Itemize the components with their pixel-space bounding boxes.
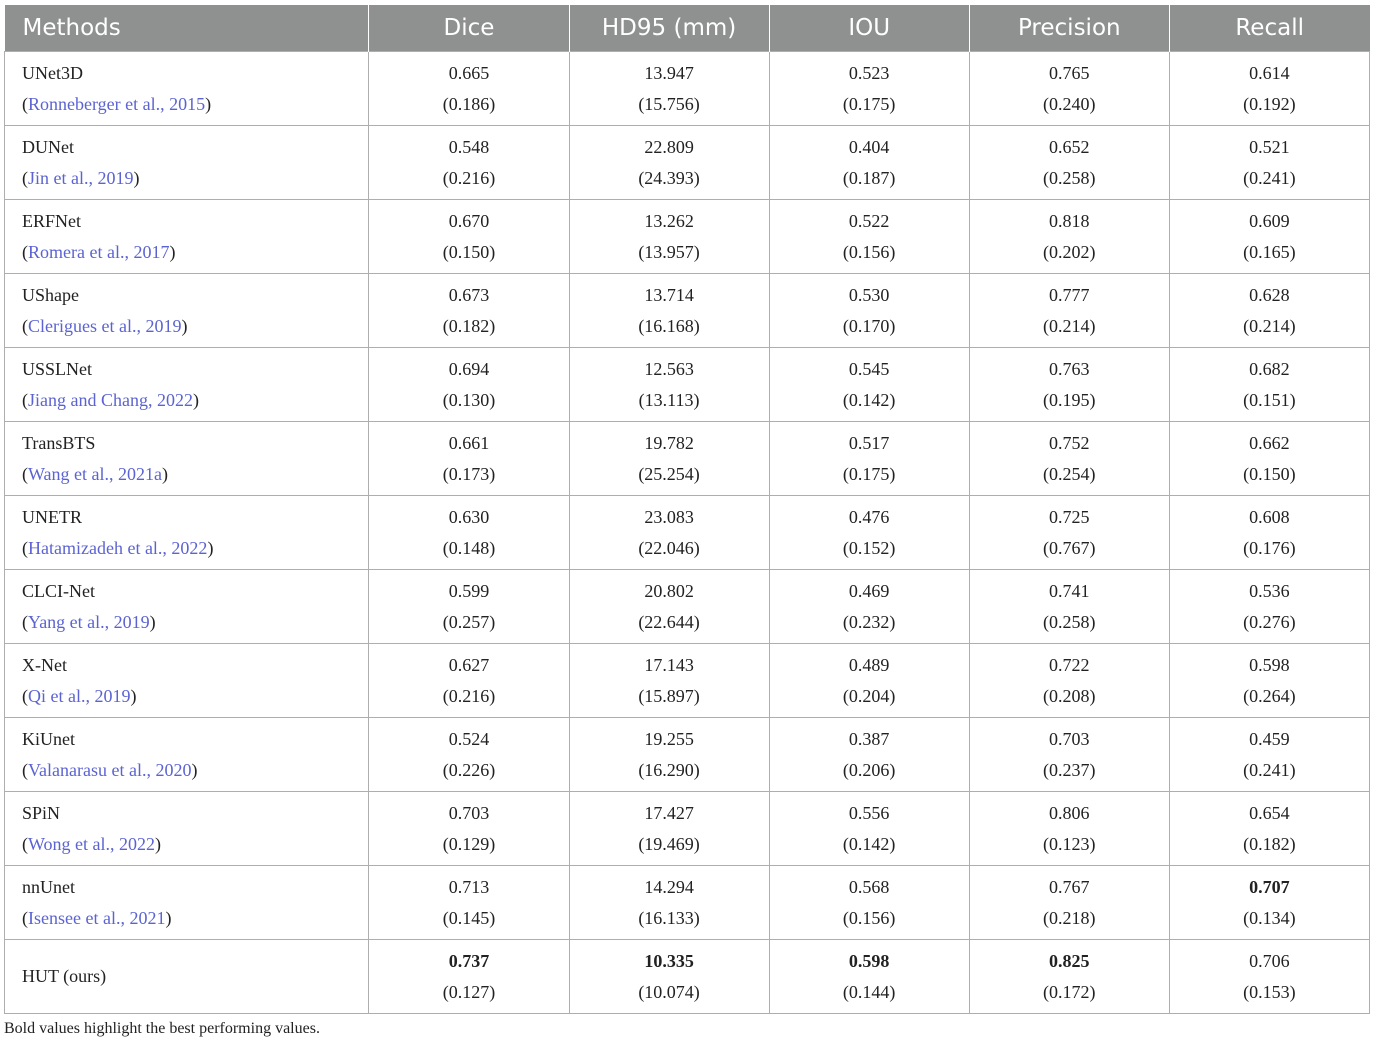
metric-mean: 0.703: [448, 802, 490, 823]
metric-mean: 0.459: [1249, 728, 1290, 749]
metric-sd: (10.074): [638, 981, 700, 1002]
metric-cell-hd95: [569, 644, 769, 718]
metric-cell-dice: [369, 718, 569, 792]
metric-cell-precision: [969, 200, 1169, 274]
metric-mean: 0.694: [448, 358, 490, 379]
metric-sd: (15.897): [638, 685, 700, 706]
metric-sd: (0.130): [442, 389, 496, 410]
metric-mean: 0.767: [1049, 876, 1090, 897]
metric-mean: 0.568: [848, 876, 890, 897]
metric-mean: 0.524: [448, 728, 490, 749]
metric-cell-dice: [369, 52, 569, 126]
method-name: UNETR: [22, 506, 82, 527]
citation-link[interactable]: Hatamizadeh et al., 2022: [28, 537, 208, 558]
citation-link[interactable]: Qi et al., 2019: [28, 685, 131, 706]
metric-mean: 0.722: [1049, 654, 1090, 675]
metric-mean: 0.661: [448, 432, 490, 453]
metric-mean: 0.670: [448, 210, 490, 231]
method-name: UNet3D: [22, 62, 83, 83]
method-name: HUT (ours): [22, 966, 107, 986]
metric-cell-iou: [769, 200, 969, 274]
metric-cell-iou: [769, 718, 969, 792]
table-row: [5, 718, 1370, 792]
metric-cell-dice: [369, 792, 569, 866]
citation-link[interactable]: Romera et al., 2017: [28, 241, 170, 262]
metric-cell-hd95: [569, 496, 769, 570]
metric-cell-recall: [1169, 940, 1369, 1014]
table-row: [5, 644, 1370, 718]
metric-sd: (25.254): [638, 463, 700, 484]
metric-mean: 17.427: [644, 802, 694, 823]
metric-cell-dice: [369, 422, 569, 496]
metric-sd: (0.214): [1043, 315, 1096, 336]
citation-line: (Jin et al., 2019): [22, 167, 140, 188]
metric-cell-iou: [769, 570, 969, 644]
metric-mean: 0.599: [448, 580, 490, 601]
metric-sd: (0.182): [442, 315, 496, 336]
metric-mean: 17.143: [644, 654, 694, 675]
metric-cell-recall: [1169, 496, 1369, 570]
metric-cell-dice: [369, 866, 569, 940]
metric-sd: (0.148): [442, 537, 496, 558]
metric-cell-dice: [369, 348, 569, 422]
metric-sd: (0.257): [442, 611, 496, 632]
metric-mean: 0.737: [448, 950, 490, 971]
metric-mean: 0.806: [1049, 802, 1090, 823]
metric-mean: 0.404: [848, 136, 890, 157]
table-row: [5, 570, 1370, 644]
citation-line: (Wang et al., 2021a): [22, 463, 169, 484]
metric-sd: (0.153): [1243, 981, 1296, 1002]
metric-mean: 0.517: [848, 432, 890, 453]
metric-mean: 0.741: [1049, 580, 1090, 601]
table-row: [5, 866, 1370, 940]
metric-mean: 0.609: [1249, 210, 1290, 231]
metric-cell-recall: [1169, 348, 1369, 422]
metric-sd: (0.127): [442, 981, 496, 1002]
metric-cell-precision: [969, 866, 1169, 940]
metric-sd: (0.144): [842, 981, 896, 1002]
metric-mean: 19.782: [644, 432, 694, 453]
table-row: [5, 422, 1370, 496]
method-cell: [5, 792, 369, 866]
method-cell: [5, 422, 369, 496]
metric-mean: 19.255: [644, 728, 694, 749]
metric-cell-recall: [1169, 792, 1369, 866]
method-name: KiUnet: [22, 728, 75, 749]
citation-line: (Romera et al., 2017): [22, 241, 176, 262]
citation-line: (Yang et al., 2019): [22, 611, 156, 632]
metric-mean: 0.469: [848, 580, 890, 601]
method-name: nnUnet: [22, 876, 75, 897]
metric-cell-hd95: [569, 274, 769, 348]
metric-sd: (0.241): [1243, 759, 1296, 780]
metric-mean: 0.725: [1049, 506, 1090, 527]
metric-mean: 0.673: [448, 284, 490, 305]
method-name: USSLNet: [22, 358, 93, 379]
metric-cell-hd95: [569, 422, 769, 496]
metric-sd: (0.134): [1243, 907, 1296, 928]
table-header-row: [5, 5, 1370, 52]
metric-sd: (24.393): [638, 167, 700, 188]
metric-cell-iou: [769, 422, 969, 496]
metric-cell-hd95: [569, 940, 769, 1014]
metric-mean: 0.521: [1249, 136, 1290, 157]
metric-sd: (0.232): [842, 611, 896, 632]
table-row: [5, 940, 1370, 1014]
citation-line: (Ronneberger et al., 2015): [22, 93, 212, 114]
metric-mean: 0.536: [1249, 580, 1290, 601]
metric-sd: (13.957): [638, 241, 700, 262]
metric-cell-precision: [969, 570, 1169, 644]
metric-cell-hd95: [569, 200, 769, 274]
metric-mean: 10.335: [644, 950, 694, 971]
metric-sd: (0.175): [842, 93, 896, 114]
metric-sd: (0.767): [1043, 537, 1096, 558]
metric-mean: 0.614: [1249, 62, 1290, 83]
metric-cell-iou: [769, 348, 969, 422]
citation-link[interactable]: Yang et al., 2019: [28, 611, 150, 632]
header-precision: Precision: [969, 5, 1169, 52]
metric-mean: 0.707: [1249, 876, 1290, 897]
metric-cell-recall: [1169, 718, 1369, 792]
method-cell: [5, 126, 369, 200]
metric-cell-iou: [769, 52, 969, 126]
metric-cell-dice: [369, 274, 569, 348]
method-cell: [5, 274, 369, 348]
metric-cell-iou: [769, 866, 969, 940]
table-body: [5, 52, 1370, 1014]
metric-mean: 0.628: [1249, 284, 1290, 305]
metric-mean: 20.802: [644, 580, 694, 601]
metric-mean: 13.262: [644, 210, 694, 231]
metric-cell-precision: [969, 496, 1169, 570]
metric-mean: 0.608: [1249, 506, 1290, 527]
metric-cell-recall: [1169, 644, 1369, 718]
metric-mean: 0.706: [1249, 950, 1290, 971]
metric-cell-dice: [369, 940, 569, 1014]
metric-cell-hd95: [569, 570, 769, 644]
table-row: [5, 496, 1370, 570]
citation-line: (Qi et al., 2019): [22, 685, 137, 706]
table-row: [5, 52, 1370, 126]
metric-sd: (0.182): [1243, 833, 1296, 854]
metric-mean: 0.777: [1049, 284, 1090, 305]
citation-link[interactable]: Jiang and Chang, 2022: [28, 389, 193, 410]
metric-sd: (0.142): [842, 389, 896, 410]
method-cell: [5, 496, 369, 570]
metric-mean: 22.809: [644, 136, 694, 157]
metric-sd: (0.258): [1043, 611, 1096, 632]
metric-cell-recall: [1169, 52, 1369, 126]
metric-cell-dice: [369, 200, 569, 274]
method-cell: [5, 644, 369, 718]
metric-cell-precision: [969, 644, 1169, 718]
metric-sd: (0.175): [842, 463, 896, 484]
metric-mean: 0.765: [1049, 62, 1090, 83]
metric-mean: 0.662: [1249, 432, 1290, 453]
metric-mean: 0.652: [1049, 136, 1090, 157]
method-cell: [5, 718, 369, 792]
method-name: ERFNet: [22, 210, 82, 231]
metric-sd: (0.142): [842, 833, 896, 854]
results-table: [4, 5, 1370, 1014]
method-cell: [5, 52, 369, 126]
metric-cell-iou: [769, 126, 969, 200]
metric-sd: (0.145): [442, 907, 496, 928]
metric-cell-precision: [969, 52, 1169, 126]
metric-sd: (0.208): [1043, 685, 1096, 706]
citation-link[interactable]: Wang et al., 2021a: [28, 463, 163, 484]
metric-cell-precision: [969, 940, 1169, 1014]
metric-cell-recall: [1169, 570, 1369, 644]
metric-cell-precision: [969, 274, 1169, 348]
metric-sd: (0.176): [1243, 537, 1296, 558]
method-cell: [5, 348, 369, 422]
metric-sd: (0.206): [842, 759, 896, 780]
metric-mean: 0.818: [1049, 210, 1090, 231]
metric-cell-dice: [369, 644, 569, 718]
citation-line: (Clerigues et al., 2019): [22, 315, 188, 336]
metric-cell-iou: [769, 940, 969, 1014]
method-cell: [5, 866, 369, 940]
metric-cell-recall: [1169, 866, 1369, 940]
metric-mean: 0.387: [848, 728, 890, 749]
header-iou: IOU: [769, 5, 969, 52]
metric-sd: (0.237): [1043, 759, 1096, 780]
citation-line: (Valanarasu et al., 2020): [22, 759, 198, 780]
metric-cell-iou: [769, 496, 969, 570]
metric-cell-hd95: [569, 866, 769, 940]
metric-sd: (19.469): [638, 833, 700, 854]
citation-link[interactable]: Valanarasu et al., 2020: [28, 759, 192, 780]
citation-link[interactable]: Clerigues et al., 2019: [28, 315, 182, 336]
metric-mean: 0.598: [848, 950, 890, 971]
metric-sd: (0.241): [1243, 167, 1296, 188]
metric-sd: (16.168): [638, 315, 700, 336]
metric-cell-precision: [969, 718, 1169, 792]
metric-mean: 0.825: [1049, 950, 1090, 971]
metric-sd: (0.214): [1243, 315, 1296, 336]
metric-sd: (0.170): [842, 315, 896, 336]
metric-sd: (0.195): [1043, 389, 1096, 410]
table-row: [5, 274, 1370, 348]
metric-mean: 0.523: [848, 62, 890, 83]
metric-sd: (16.290): [638, 759, 700, 780]
table-row: [5, 348, 1370, 422]
metric-cell-recall: [1169, 274, 1369, 348]
metric-mean: 13.714: [644, 284, 694, 305]
citation-link[interactable]: Ronneberger et al., 2015: [28, 93, 206, 114]
method-name: X-Net: [22, 654, 67, 675]
metric-cell-precision: [969, 422, 1169, 496]
metric-cell-hd95: [569, 126, 769, 200]
method-name: CLCI-Net: [22, 580, 95, 601]
metric-cell-hd95: [569, 718, 769, 792]
metric-sd: (13.113): [638, 389, 700, 410]
method-name: DUNet: [22, 136, 74, 157]
metric-sd: (22.046): [638, 537, 700, 558]
citation-link[interactable]: Wong et al., 2022: [28, 833, 156, 854]
metric-sd: (0.187): [842, 167, 896, 188]
metric-sd: (0.264): [1243, 685, 1296, 706]
header-hd95: HD95 (mm): [569, 5, 769, 52]
metric-sd: (0.123): [1043, 833, 1096, 854]
metric-sd: (0.240): [1043, 93, 1096, 114]
table-row: [5, 126, 1370, 200]
metric-cell-dice: [369, 496, 569, 570]
metric-cell-iou: [769, 644, 969, 718]
method-cell: [5, 200, 369, 274]
metric-cell-iou: [769, 792, 969, 866]
metric-sd: (0.216): [442, 685, 496, 706]
metric-cell-precision: [969, 126, 1169, 200]
header-recall: Recall: [1169, 5, 1369, 52]
metric-sd: (0.276): [1243, 611, 1296, 632]
metric-mean: 13.947: [644, 62, 694, 83]
metric-mean: 0.522: [848, 210, 890, 231]
metric-mean: 0.530: [848, 284, 890, 305]
header-methods: Methods: [5, 5, 369, 52]
metric-sd: (0.204): [842, 685, 896, 706]
metric-mean: 0.682: [1249, 358, 1290, 379]
metric-cell-dice: [369, 570, 569, 644]
metric-sd: (0.165): [1243, 241, 1296, 262]
metric-mean: 0.703: [1049, 728, 1090, 749]
method-cell: [5, 570, 369, 644]
metric-mean: 0.665: [448, 62, 490, 83]
table-row: [5, 792, 1370, 866]
metric-cell-hd95: [569, 348, 769, 422]
metric-sd: (0.172): [1043, 981, 1096, 1002]
citation-line: (Wong et al., 2022): [22, 833, 162, 854]
metric-sd: (0.202): [1043, 241, 1096, 262]
metric-mean: 14.294: [644, 876, 694, 897]
metric-sd: (0.173): [442, 463, 496, 484]
metric-sd: (0.150): [1243, 463, 1296, 484]
results-table-container: [4, 5, 1370, 1014]
header-dice: Dice: [369, 5, 569, 52]
table-row: [5, 200, 1370, 274]
method-name: UShape: [22, 284, 79, 305]
metric-mean: 0.548: [448, 136, 490, 157]
metric-cell-recall: [1169, 200, 1369, 274]
metric-sd: (0.156): [842, 241, 896, 262]
metric-sd: (0.254): [1043, 463, 1096, 484]
metric-sd: (0.226): [442, 759, 496, 780]
metric-sd: (0.216): [442, 167, 496, 188]
method-name: SPiN: [22, 802, 61, 823]
metric-sd: (15.756): [638, 93, 700, 114]
metric-mean: 0.598: [1249, 654, 1290, 675]
metric-sd: (16.133): [638, 907, 700, 928]
metric-mean: 0.713: [448, 876, 490, 897]
metric-sd: (0.186): [442, 93, 496, 114]
metric-cell-recall: [1169, 126, 1369, 200]
metric-sd: (0.218): [1043, 907, 1096, 928]
metric-mean: 0.763: [1049, 358, 1090, 379]
metric-mean: 0.627: [448, 654, 490, 675]
metric-cell-hd95: [569, 792, 769, 866]
citation-line: (Jiang and Chang, 2022): [22, 389, 199, 410]
citation-line: (Hatamizadeh et al., 2022): [22, 537, 214, 558]
metric-sd: (0.192): [1243, 93, 1296, 114]
metric-mean: 0.654: [1249, 802, 1290, 823]
citation-line: (Isensee et al., 2021): [22, 907, 172, 928]
metric-mean: 0.489: [848, 654, 890, 675]
metric-sd: (0.129): [442, 833, 496, 854]
metric-mean: 0.476: [848, 506, 890, 527]
metric-mean: 0.556: [848, 802, 890, 823]
citation-link[interactable]: Isensee et al., 2021: [28, 907, 166, 928]
metric-cell-precision: [969, 348, 1169, 422]
metric-cell-dice: [369, 126, 569, 200]
metric-mean: 12.563: [644, 358, 694, 379]
metric-mean: 0.630: [448, 506, 490, 527]
method-name: TransBTS: [22, 432, 96, 453]
metric-cell-recall: [1169, 422, 1369, 496]
metric-cell-precision: [969, 792, 1169, 866]
metric-sd: (0.156): [842, 907, 896, 928]
metric-sd: (0.150): [442, 241, 496, 262]
metric-sd: (0.258): [1043, 167, 1096, 188]
method-cell: [5, 940, 369, 1014]
metric-mean: 23.083: [644, 506, 694, 527]
metric-mean: 0.545: [848, 358, 890, 379]
metric-mean: 0.752: [1049, 432, 1090, 453]
citation-link[interactable]: Jin et al., 2019: [28, 167, 134, 188]
metric-sd: (0.152): [842, 537, 896, 558]
metric-cell-iou: [769, 274, 969, 348]
metric-sd: (0.151): [1243, 389, 1296, 410]
table-footnote: Bold values highlight the best performing values.: [4, 1020, 320, 1037]
metric-sd: (22.644): [638, 611, 700, 632]
metric-cell-hd95: [569, 52, 769, 126]
